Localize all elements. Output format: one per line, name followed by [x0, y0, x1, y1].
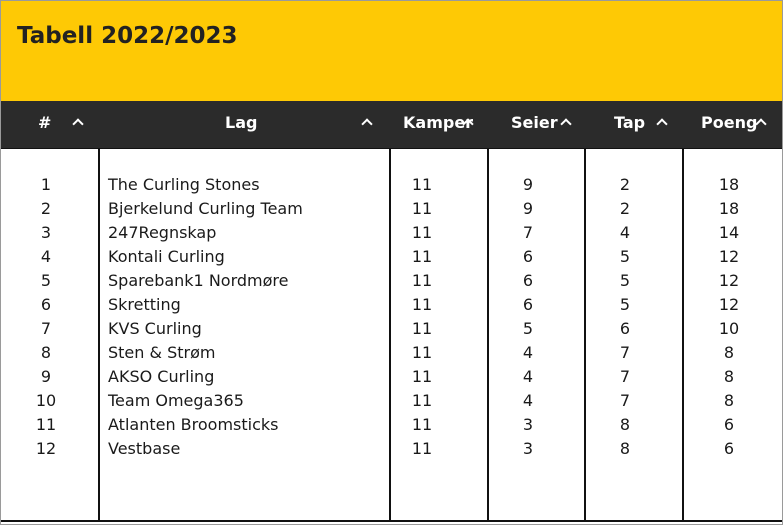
played-cell: 11 — [411, 223, 433, 242]
team-name-cell: The Curling Stones — [108, 175, 260, 194]
wins-cell: 7 — [522, 223, 534, 242]
wins-cell: 3 — [522, 415, 534, 434]
table-row — [1, 245, 782, 269]
played-cell: 11 — [411, 439, 433, 458]
rank-cell: 8 — [40, 343, 52, 362]
team-name-cell: Vestbase — [108, 439, 181, 458]
chevron-up-icon[interactable] — [560, 118, 571, 129]
losses-cell: 5 — [619, 247, 631, 266]
team-name-cell: Atlanten Broomsticks — [108, 415, 279, 434]
team-name-cell: Bjerkelund Curling Team — [108, 199, 303, 218]
wins-cell: 4 — [522, 343, 534, 362]
losses-cell: 7 — [619, 343, 631, 362]
losses-cell: 8 — [619, 415, 631, 434]
losses-cell: 5 — [619, 271, 631, 290]
losses-cell: 5 — [619, 295, 631, 314]
column-header-team[interactable] — [99, 101, 390, 148]
rank-cell: 3 — [40, 223, 52, 242]
column-header-played[interactable] — [391, 101, 488, 148]
column-header-label: # — [38, 113, 52, 132]
team-name-cell: Skretting — [108, 295, 181, 314]
points-cell: 18 — [718, 175, 740, 194]
played-cell: 11 — [411, 391, 433, 410]
rank-cell: 12 — [35, 439, 57, 458]
rank-cell: 11 — [35, 415, 57, 434]
table-row — [1, 317, 782, 341]
column-header-label: Kamper — [403, 113, 474, 132]
played-cell: 11 — [411, 199, 433, 218]
points-cell: 14 — [718, 223, 740, 242]
team-name-cell: Sten & Strøm — [108, 343, 216, 362]
played-cell: 11 — [411, 367, 433, 386]
table-body — [1, 173, 782, 461]
losses-cell: 7 — [619, 367, 631, 386]
rank-cell: 9 — [40, 367, 52, 386]
points-cell: 10 — [718, 319, 740, 338]
table-row — [1, 173, 782, 197]
table-row — [1, 389, 782, 413]
rank-cell: 7 — [40, 319, 52, 338]
wins-cell: 4 — [522, 367, 534, 386]
losses-cell: 6 — [619, 319, 631, 338]
wins-cell: 3 — [522, 439, 534, 458]
points-cell: 12 — [718, 295, 740, 314]
wins-cell: 5 — [522, 319, 534, 338]
column-header-label: Seier — [511, 113, 558, 132]
played-cell: 11 — [411, 175, 433, 194]
table-header — [1, 101, 782, 148]
played-cell: 11 — [411, 343, 433, 362]
losses-cell: 8 — [619, 439, 631, 458]
column-header-rank[interactable] — [1, 101, 98, 148]
table-row — [1, 341, 782, 365]
rank-cell: 4 — [40, 247, 52, 266]
wins-cell: 9 — [522, 175, 534, 194]
points-cell: 8 — [723, 367, 735, 386]
table-row — [1, 437, 782, 461]
played-cell: 11 — [411, 415, 433, 434]
chevron-up-icon[interactable] — [656, 118, 667, 129]
played-cell: 11 — [411, 247, 433, 266]
team-name-cell: 247Regnskap — [108, 223, 217, 242]
points-cell: 12 — [718, 271, 740, 290]
table-row — [1, 293, 782, 317]
rank-cell: 10 — [35, 391, 57, 410]
chevron-up-icon[interactable] — [72, 118, 83, 129]
losses-cell: 2 — [619, 175, 631, 194]
column-header-points[interactable] — [684, 101, 782, 148]
header-divider — [1, 148, 782, 149]
column-header-label: Lag — [225, 113, 258, 132]
chevron-up-icon[interactable] — [361, 118, 372, 129]
table-row — [1, 221, 782, 245]
points-cell: 12 — [718, 247, 740, 266]
rank-cell: 1 — [40, 175, 52, 194]
losses-cell: 4 — [619, 223, 631, 242]
points-cell: 6 — [723, 439, 735, 458]
team-name-cell: KVS Curling — [108, 319, 202, 338]
played-cell: 11 — [411, 271, 433, 290]
team-name-cell: AKSO Curling — [108, 367, 215, 386]
table-bottom-border — [1, 520, 782, 522]
column-header-label: Poeng — [701, 113, 758, 132]
points-cell: 8 — [723, 343, 735, 362]
team-name-cell: Kontali Curling — [108, 247, 225, 266]
rank-cell: 6 — [40, 295, 52, 314]
losses-cell: 2 — [619, 199, 631, 218]
table-row — [1, 269, 782, 293]
wins-cell: 6 — [522, 271, 534, 290]
points-cell: 6 — [723, 415, 735, 434]
wins-cell: 6 — [522, 247, 534, 266]
rank-cell: 2 — [40, 199, 52, 218]
page-title: Tabell 2022/2023 — [17, 23, 238, 49]
column-header-wins[interactable] — [489, 101, 585, 148]
team-name-cell: Sparebank1 Nordmøre — [108, 271, 289, 290]
points-cell: 18 — [718, 199, 740, 218]
wins-cell: 9 — [522, 199, 534, 218]
wins-cell: 6 — [522, 295, 534, 314]
rank-cell: 5 — [40, 271, 52, 290]
table-row — [1, 413, 782, 437]
column-header-label: Tap — [614, 113, 646, 132]
title-bar — [1, 1, 782, 101]
played-cell: 11 — [411, 295, 433, 314]
points-cell: 8 — [723, 391, 735, 410]
wins-cell: 4 — [522, 391, 534, 410]
losses-cell: 7 — [619, 391, 631, 410]
table-row — [1, 197, 782, 221]
team-name-cell: Team Omega365 — [108, 391, 244, 410]
column-header-losses[interactable] — [586, 101, 683, 148]
played-cell: 11 — [411, 319, 433, 338]
table-row — [1, 365, 782, 389]
